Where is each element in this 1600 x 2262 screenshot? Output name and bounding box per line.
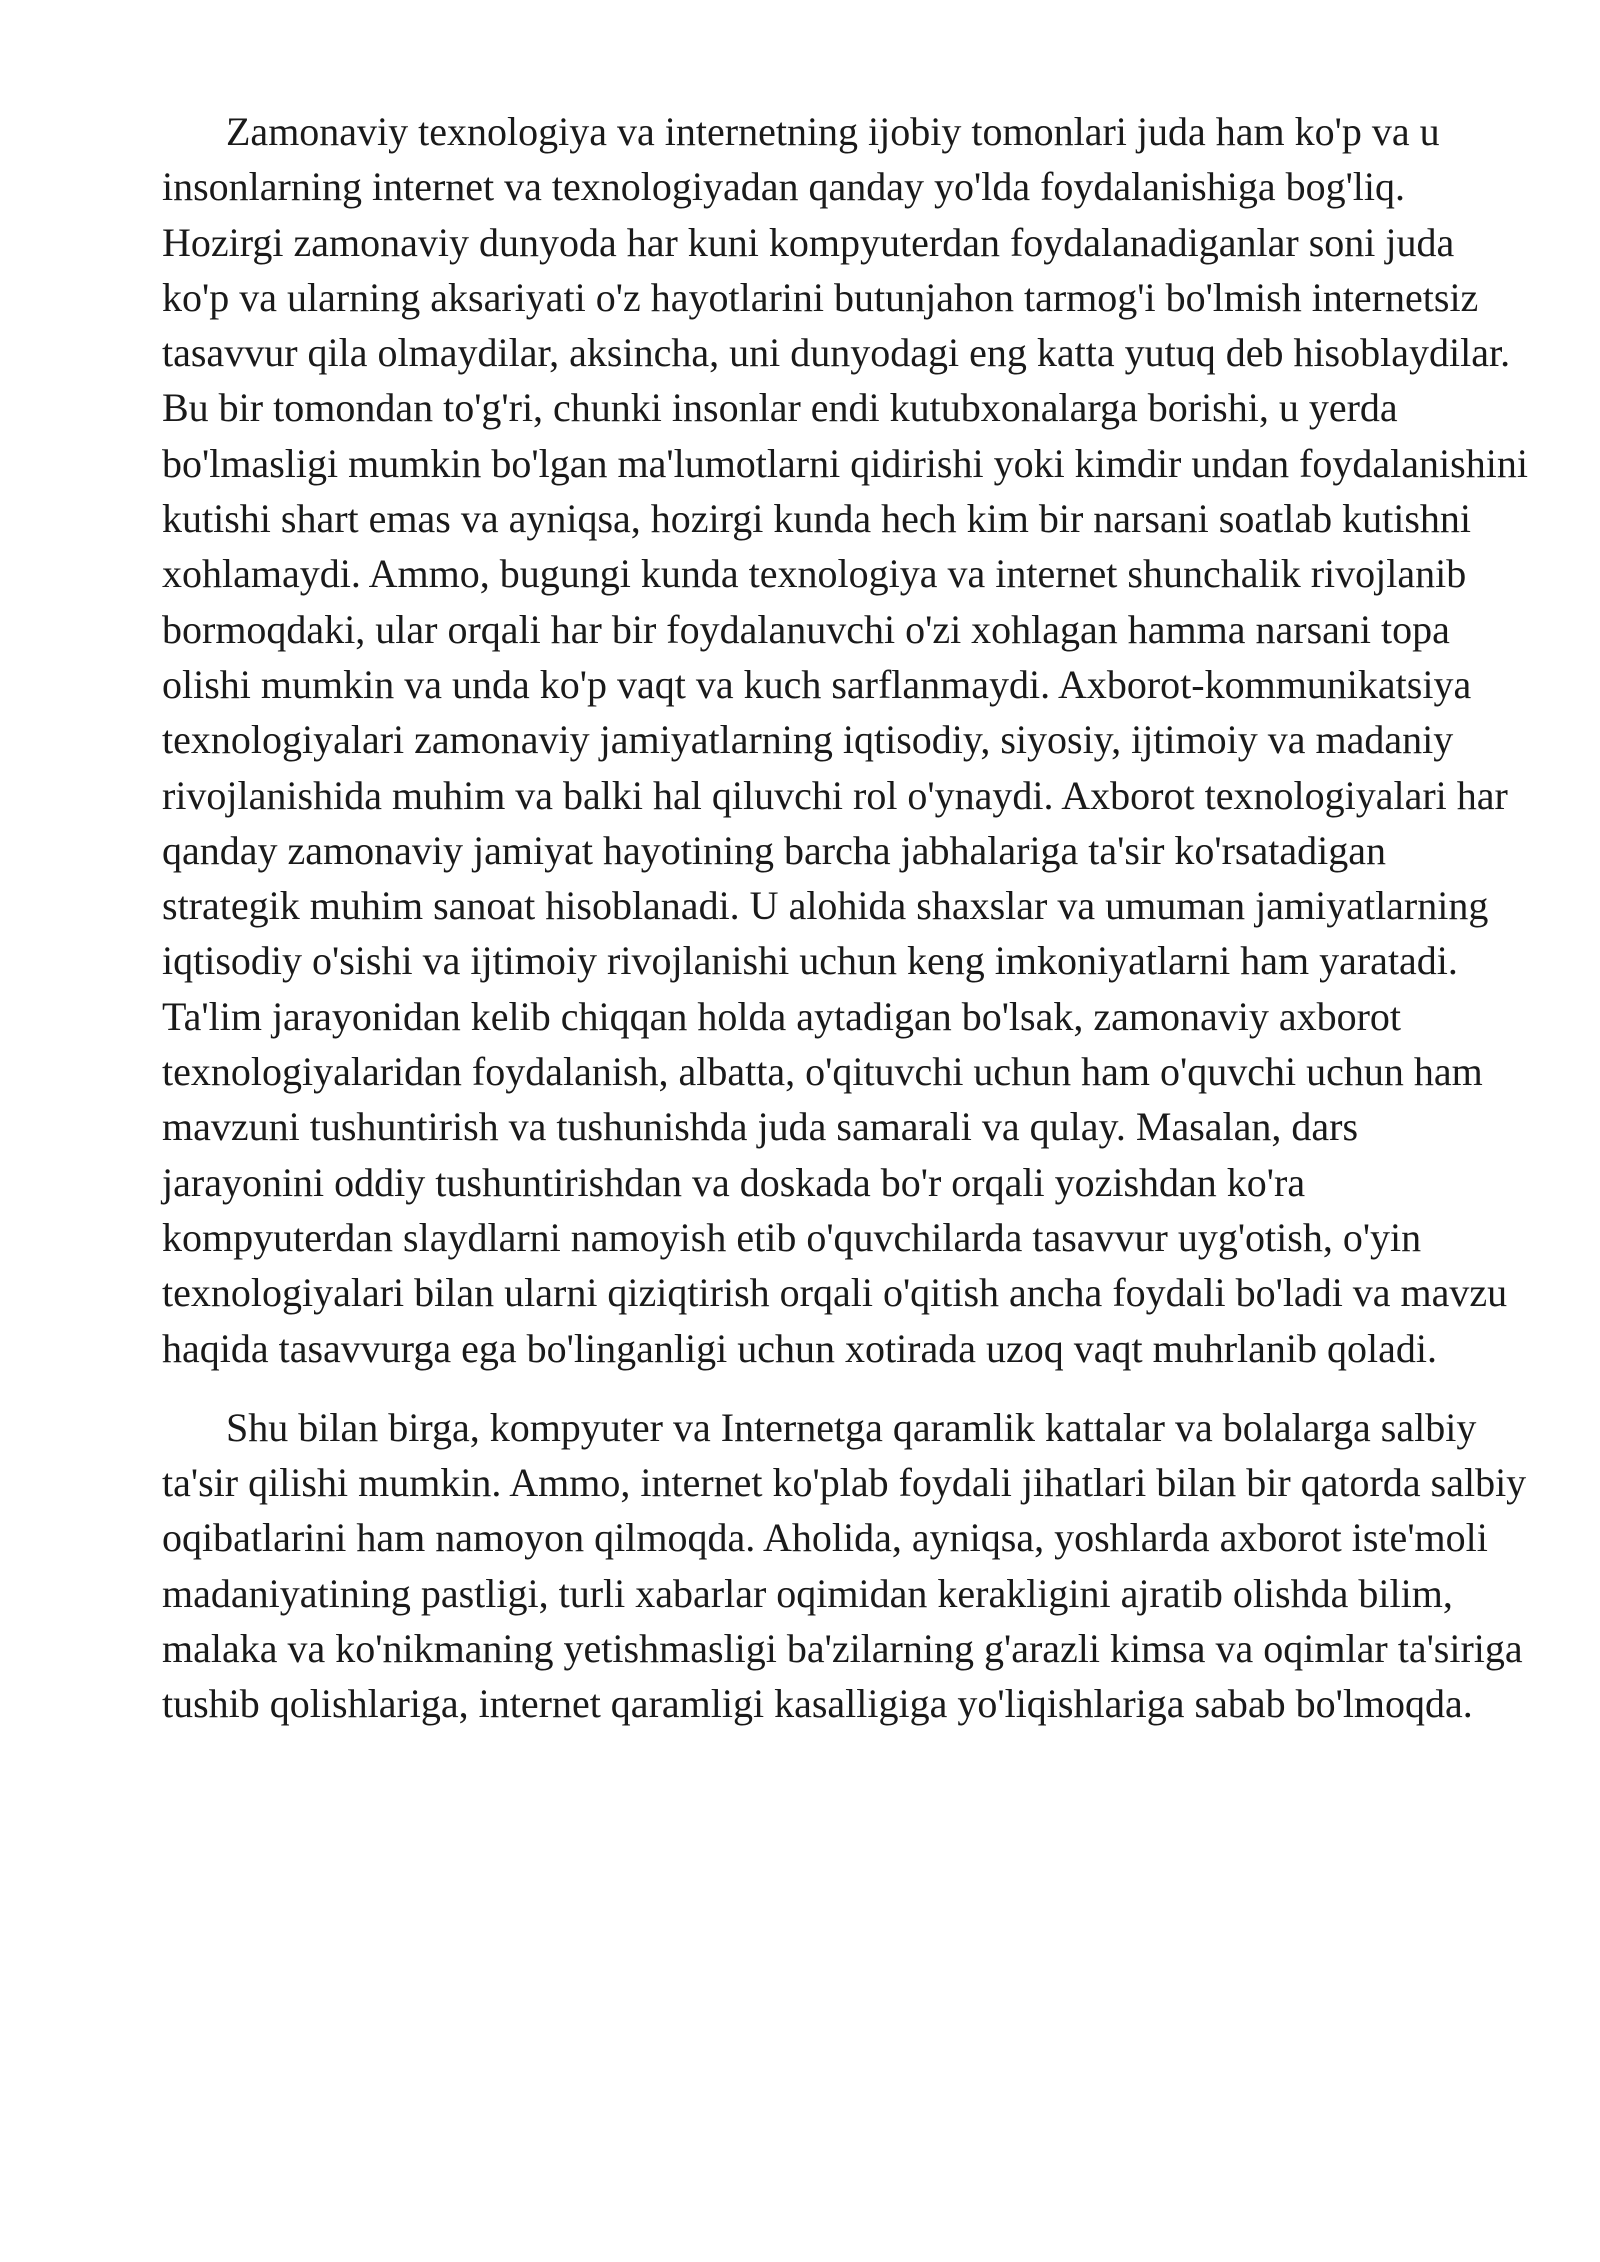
paragraph-2: Shu bilan birga, kompyuter va Internetga qaramlik kattalar va bolalarga salbiy ta'sir qilishi mumkin. Ammo, internet ko'plab foydali jihatlari bilan bir qatorda salbiy oqibatlarini ham namoyon qilmoqda. Aholida, ayniqsa, yoshlarda axborot iste'moli madaniyatining pastligi, turli xabarlar oqimidan kerakligini ajratib olishda bilim, malaka va ko'nikmaning yetishmasligi ba'zilarning g'arazli kimsa va oqimlar ta'siriga tushib qolishlariga, internet qaramligi kasalligiga yo'liqishlariga sabab bo'lmoqda. bbox=[162, 1404, 1527, 1727]
document-body bbox=[162, 104, 1530, 1756]
paragraph-1: Zamonaviy texnologiya va internetning ijobiy tomonlari juda ham ko'p va u insonlarning internet va texnologiyadan qanday yo'lda foydalanishiga bog'liq. Hozirgi zamonaviy dunyoda har kuni kompyuterdan foydalanadiganlar soni juda ko'p va ularning aksariyati o'z hayotlarini butunjahon tarmog'i bo'lmish internetsiz tasavvur qila olmaydilar, aksincha, uni dunyodagi eng katta yutuq deb hisoblaydilar. Bu bir tomondan to'g'ri, chunki insonlar endi kutubxonalarga borishi, u yerda bo'lmasligi mumkin bo'lgan ma'lumotlarni qidirishi yoki kimdir undan foydalanishini kutishi shart emas va ayniqsa, hozirgi kunda hech kim bir narsani soatlab kutishni xohlamaydi. Ammo, bugungi kunda texnologiya va internet shunchalik rivojlanib bormoqdaki, ular orqali har bir foydalanuvchi o'zi xohlagan hamma narsani topa olishi mumkin va unda ko'p vaqt va kuch sarflanmaydi. Axborot-kommunikatsiya texnologiyalari zamonaviy jamiyatlarning iqtisodiy, siyosiy, ijtimoiy va madaniy rivojlanishida muhim va balki hal qiluvchi rol o'ynaydi. Axborot texnologiyalari har qanday zamonaviy jamiyat hayotining barcha jabhalariga ta'sir ko'rsatadigan strategik muhim sanoat hisoblanadi. U alohida shaxslar va umuman jamiyatlarning iqtisodiy o'sishi va ijtimoiy rivojlanishi uchun keng imkoniyatlarni ham yaratadi. Ta'lim jarayonidan kelib chiqqan holda aytadigan bo'lsak, zamonaviy axborot texnologiyalaridan foydalanish, albatta, o'qituvchi uchun ham o'quvchi uchun ham mavzuni tushuntirish va tushunishda juda samarali va qulay. Masalan, dars jarayonini oddiy tushuntirishdan va doskada bo'r orqali yozishdan ko'ra kompyuterdan slaydlarni namoyish etib o'quvchilarda tasavvur uyg'otish, o'yin texnologiyalari bilan ularni qiziqtirish orqali o'qitish ancha foydali bo'ladi va mavzu haqida tasavvurga ega bo'linganligi uchun xotirada uzoq vaqt muhrlanib qoladi. bbox=[162, 109, 1528, 1371]
